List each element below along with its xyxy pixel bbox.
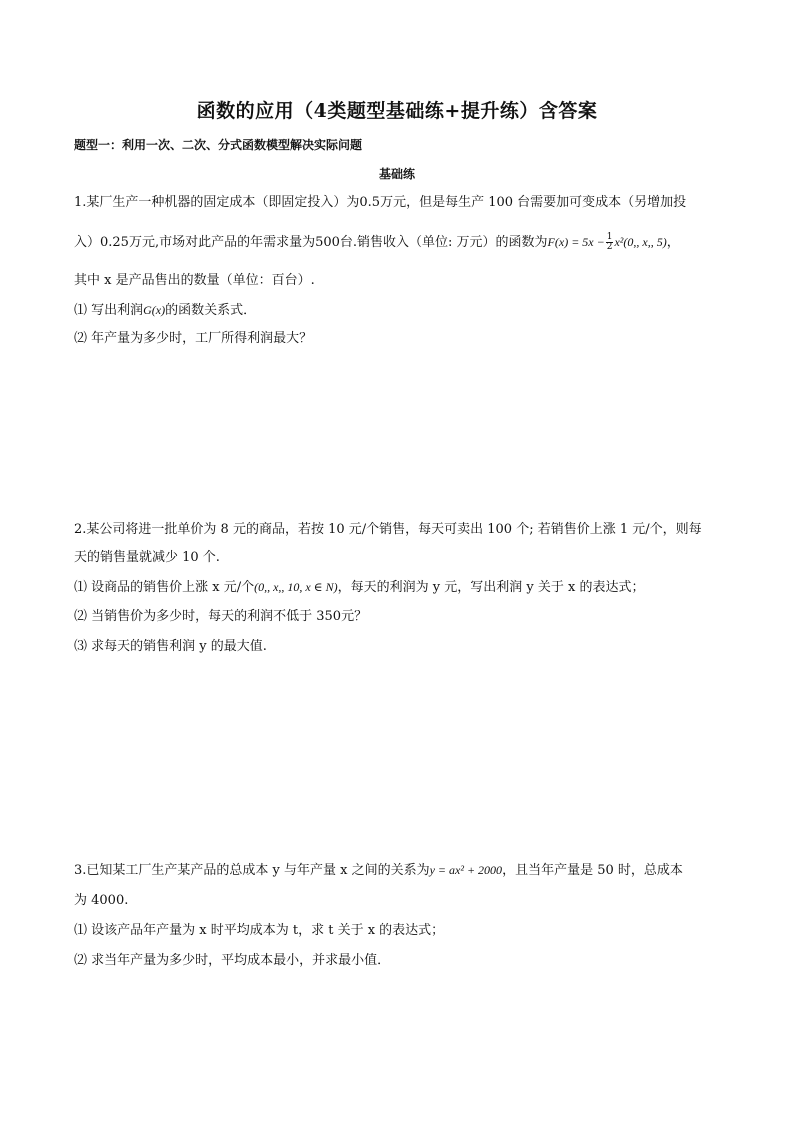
q3-line-1-end: ，且当年产量是 50 时，总成本	[502, 863, 683, 878]
q2-part-1-formula: (0,, x,, 10, x ∈ N)	[254, 580, 338, 594]
q1-line-1: 1.某厂生产一种机器的固定成本（即固定投入）为0.5万元，但是每生产 100 台需要加可变成本（另增加投	[74, 195, 687, 210]
q1-part-1	[74, 301, 724, 320]
q2-line-1: 2.某公司将进一批单价为 8 元的商品，若按 10 元/个销售，每天可卖出 100 个; 若销售价上涨 1 元/个，则每	[74, 522, 702, 537]
q2-part-3: ⑶ 求每天的销售利润 y 的最大值.	[74, 639, 267, 654]
q2-part-1	[74, 578, 724, 597]
q1-formula-f: F(x) = 5x −	[547, 235, 605, 249]
q1-part-1-text: ⑴ 写出利润	[74, 303, 144, 318]
q3-line-1-text: 3.已知某工厂生产某产品的总成本 y 与年产量 x 之间的关系为	[74, 863, 430, 878]
q1-line-3: 其中 x 是产品售出的数量（单位：百台）.	[74, 273, 315, 288]
section-heading: 题型一：利用一次、二次、分式函数模型解决实际问题	[74, 138, 363, 152]
q3-part-1: ⑴ 设该产品年产量为 x 时平均成本为 t，求 t 关于 x 的表达式；	[74, 923, 445, 938]
subsection-heading: 基础练	[378, 167, 415, 181]
q2-part-2: ⑵ 当销售价为多少时，每天的利润不低于 350元？	[74, 609, 368, 624]
q3-line-2: 为 4000.	[74, 893, 129, 908]
q1-formula-domain: x²(0,, x,, 5)	[614, 235, 667, 249]
q3-formula: y = ax² + 2000	[429, 863, 503, 877]
q1-part-2: ⑵ 年产量为多少时，工厂所得利润最大？	[74, 331, 313, 346]
q2-part-1-end: ，每天的利润为 y 元，写出利润 y 关于 x 的表达式；	[337, 580, 645, 595]
q1-fraction	[606, 233, 614, 252]
q1-part-1-end: 的函数关系式．	[165, 303, 257, 318]
q3-line-1	[74, 861, 724, 880]
q1-part-1-formula: G(x)	[143, 303, 166, 317]
q1-fraction-num: 1	[606, 232, 613, 242]
q1-line-2-text: 入）0.25万元,市场对此产品的年需求量为500台.销售收入（单位: 万元）的函数为	[74, 235, 548, 250]
page-title: 函数的应用（4类题型基础练+提升练）含答案	[196, 100, 598, 122]
q1-fraction-den: 2	[606, 242, 613, 252]
q1-line-2	[74, 233, 724, 252]
q1-line-2-end: ，	[666, 235, 680, 250]
q2-line-2: 天的销售量就减少 10 个.	[74, 550, 220, 565]
q3-part-2: ⑵ 求当年产量为多少时，平均成本最小，并求最小值．	[74, 953, 391, 968]
q2-part-1-text: ⑴ 设商品的销售价上涨 x 元/个	[74, 580, 255, 595]
